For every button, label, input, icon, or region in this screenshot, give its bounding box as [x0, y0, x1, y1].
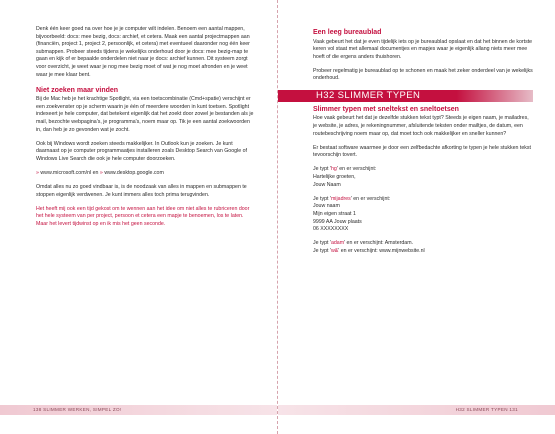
desktop-paragraph: Probeer regelmatig je bureaublad op te schonen en maak het zeker onderdeel van je wekelijks onderhoud. [313, 67, 533, 82]
link-google-desktop[interactable]: www.desktop.google.com [104, 169, 164, 176]
section-paragraph: Ook bij Windows wordt zoeken steeds makkelijker. In Outlook kun je zoeken. Je kunt daarnaast op je computer programmaatjes installeren zoals Desktop Search van Google of Windows Live Search die ook je hele computer doorzoeken. [36, 140, 247, 162]
highlight-paragraph: Het heeft mij ook een tijd gekost om te wennen aan het idee om niet alles te rubriceren door het hele systeem van per project, persoon et cetera een mapje te benoemen, los te laten. Maar het levert tijdwinst op en ik mis het geen seconde. [36, 205, 250, 227]
typing-paragraph: Hoe vaak gebeurt het dat je dezelfde stukken tekst typt? Steeds je eigen naam, je mailadres, je website, je adres, je rekeningnummer, afsluitende teksten onder mailtjes, de datum, een routebeschrijving noem maar op, dat moet toch ook makkelijker en sneller kunnen? [313, 115, 529, 137]
example-instruction: Je typt 'w&' en er verschijnt: www.mijnwebsite.nl [313, 247, 425, 254]
section-paragraph: Bij de Mac heb je het krachtige Spotlight, via een toetscombinatie (Cmd+spatie) verschijnt er een zoekvenster op je scherm waarin je één of meerdere woorden in kunt toetsen. Spotlight indexeert je hele computer, dat betekent eigenlijk dat het zoekt door zowel je bestanden als je mail, bezochte webpagina's, je programma's, noem maar op. Tik je een aantal zoekwoorden in, dan heb je zo gevonden wat je zocht. [36, 96, 254, 133]
chapter-title: H32 SLIMMER TYPEN [316, 89, 421, 101]
right-footer [278, 405, 555, 415]
example-output-line: Jouw naam [313, 203, 340, 210]
left-footer [0, 405, 277, 415]
left-page-number: 138 SLIMMER WERKEN, SIMPEL ZO! [33, 407, 122, 412]
example-output-line: 06 XXXXXXXX [313, 226, 349, 233]
typing-paragraph: Er bestaat software waarmee je door een zelfbedachte afkorting te typen je hele stukken tekst tevoorschijn tovert. [313, 144, 532, 159]
example-block [313, 166, 533, 189]
example-block [313, 196, 533, 234]
right-page [278, 0, 555, 434]
subsection-heading: Slimmer typen met sneltekst en sneltoetsen [313, 105, 459, 113]
link-arrow-icon: » [99, 169, 103, 176]
right-text-column [313, 28, 533, 262]
chapter-bar [278, 90, 533, 102]
paragraph-after-links: Omdat alles nu zo goed vindbaar is, is de noodzaak van alles in mappen en submappen te stoppen eigenlijk verdwenen. Je kunt immers alles toch prima terugvinden. [36, 184, 247, 198]
section-heading: Niet zoeken maar vinden [36, 86, 119, 94]
example-output-line: Hartelijke groeten, [313, 174, 356, 181]
link-arrow-icon: » [36, 169, 39, 176]
right-page-number: H32 SLIMMER TYPEN 131 [455, 407, 518, 412]
desktop-paragraph: Vaak gebeurt het dat je even tijdelijk iets op je bureaublad opslaat en dat het binnen de kortste keren vol staat met allemaal documentjes en mapjes waar je eigenlijk allang niets meer mee hoeft of die ergens anders thuishoren. [313, 38, 533, 60]
example-instruction: Je typt 'hg' en er verschijnt: [313, 166, 377, 173]
example-output-line: Jouw Naam [313, 181, 341, 188]
example-output-line: Mijn eigen straat 1 [313, 210, 356, 217]
example-instruction: Je typt 'adam' en er verschijnt: Amsterdam. [313, 240, 414, 247]
left-page [0, 0, 277, 434]
example-output-line: 9999 AA Jouw plaats [313, 218, 362, 225]
intro-paragraph: Denk één keer goed na over hoe je je computer wilt indelen. Benoem een aantal mappen, bijvoorbeeld: docs: mee bezig, docs: archief, et cetera. Maak een aantal projectmappen aan (financiën, project 1, project 2, persoonlijk, et cetera) met eventueel daaronder nog één keer submappen. Probeer steeds tijdens je wekelijks onderhoud door je docs: mee bezig-map te gaan en kijk of er bepaalde onderdelen niet naar je docs: archief kunnen. Dit systeem zorgt voor overzicht, je weet waar je nog mee bezig moet of wat je nog moet afronden en je weet waar je mee klaar bent. [36, 26, 250, 78]
link-microsoft[interactable]: www.microsoft.com/nl en [40, 169, 99, 176]
example-block [313, 240, 533, 255]
left-text-column [36, 26, 254, 235]
example-instruction: Je typt 'mijadres' en er verschijnt: [313, 195, 391, 202]
section-heading: Een leeg bureaublad [313, 29, 382, 36]
links-line [36, 170, 254, 178]
